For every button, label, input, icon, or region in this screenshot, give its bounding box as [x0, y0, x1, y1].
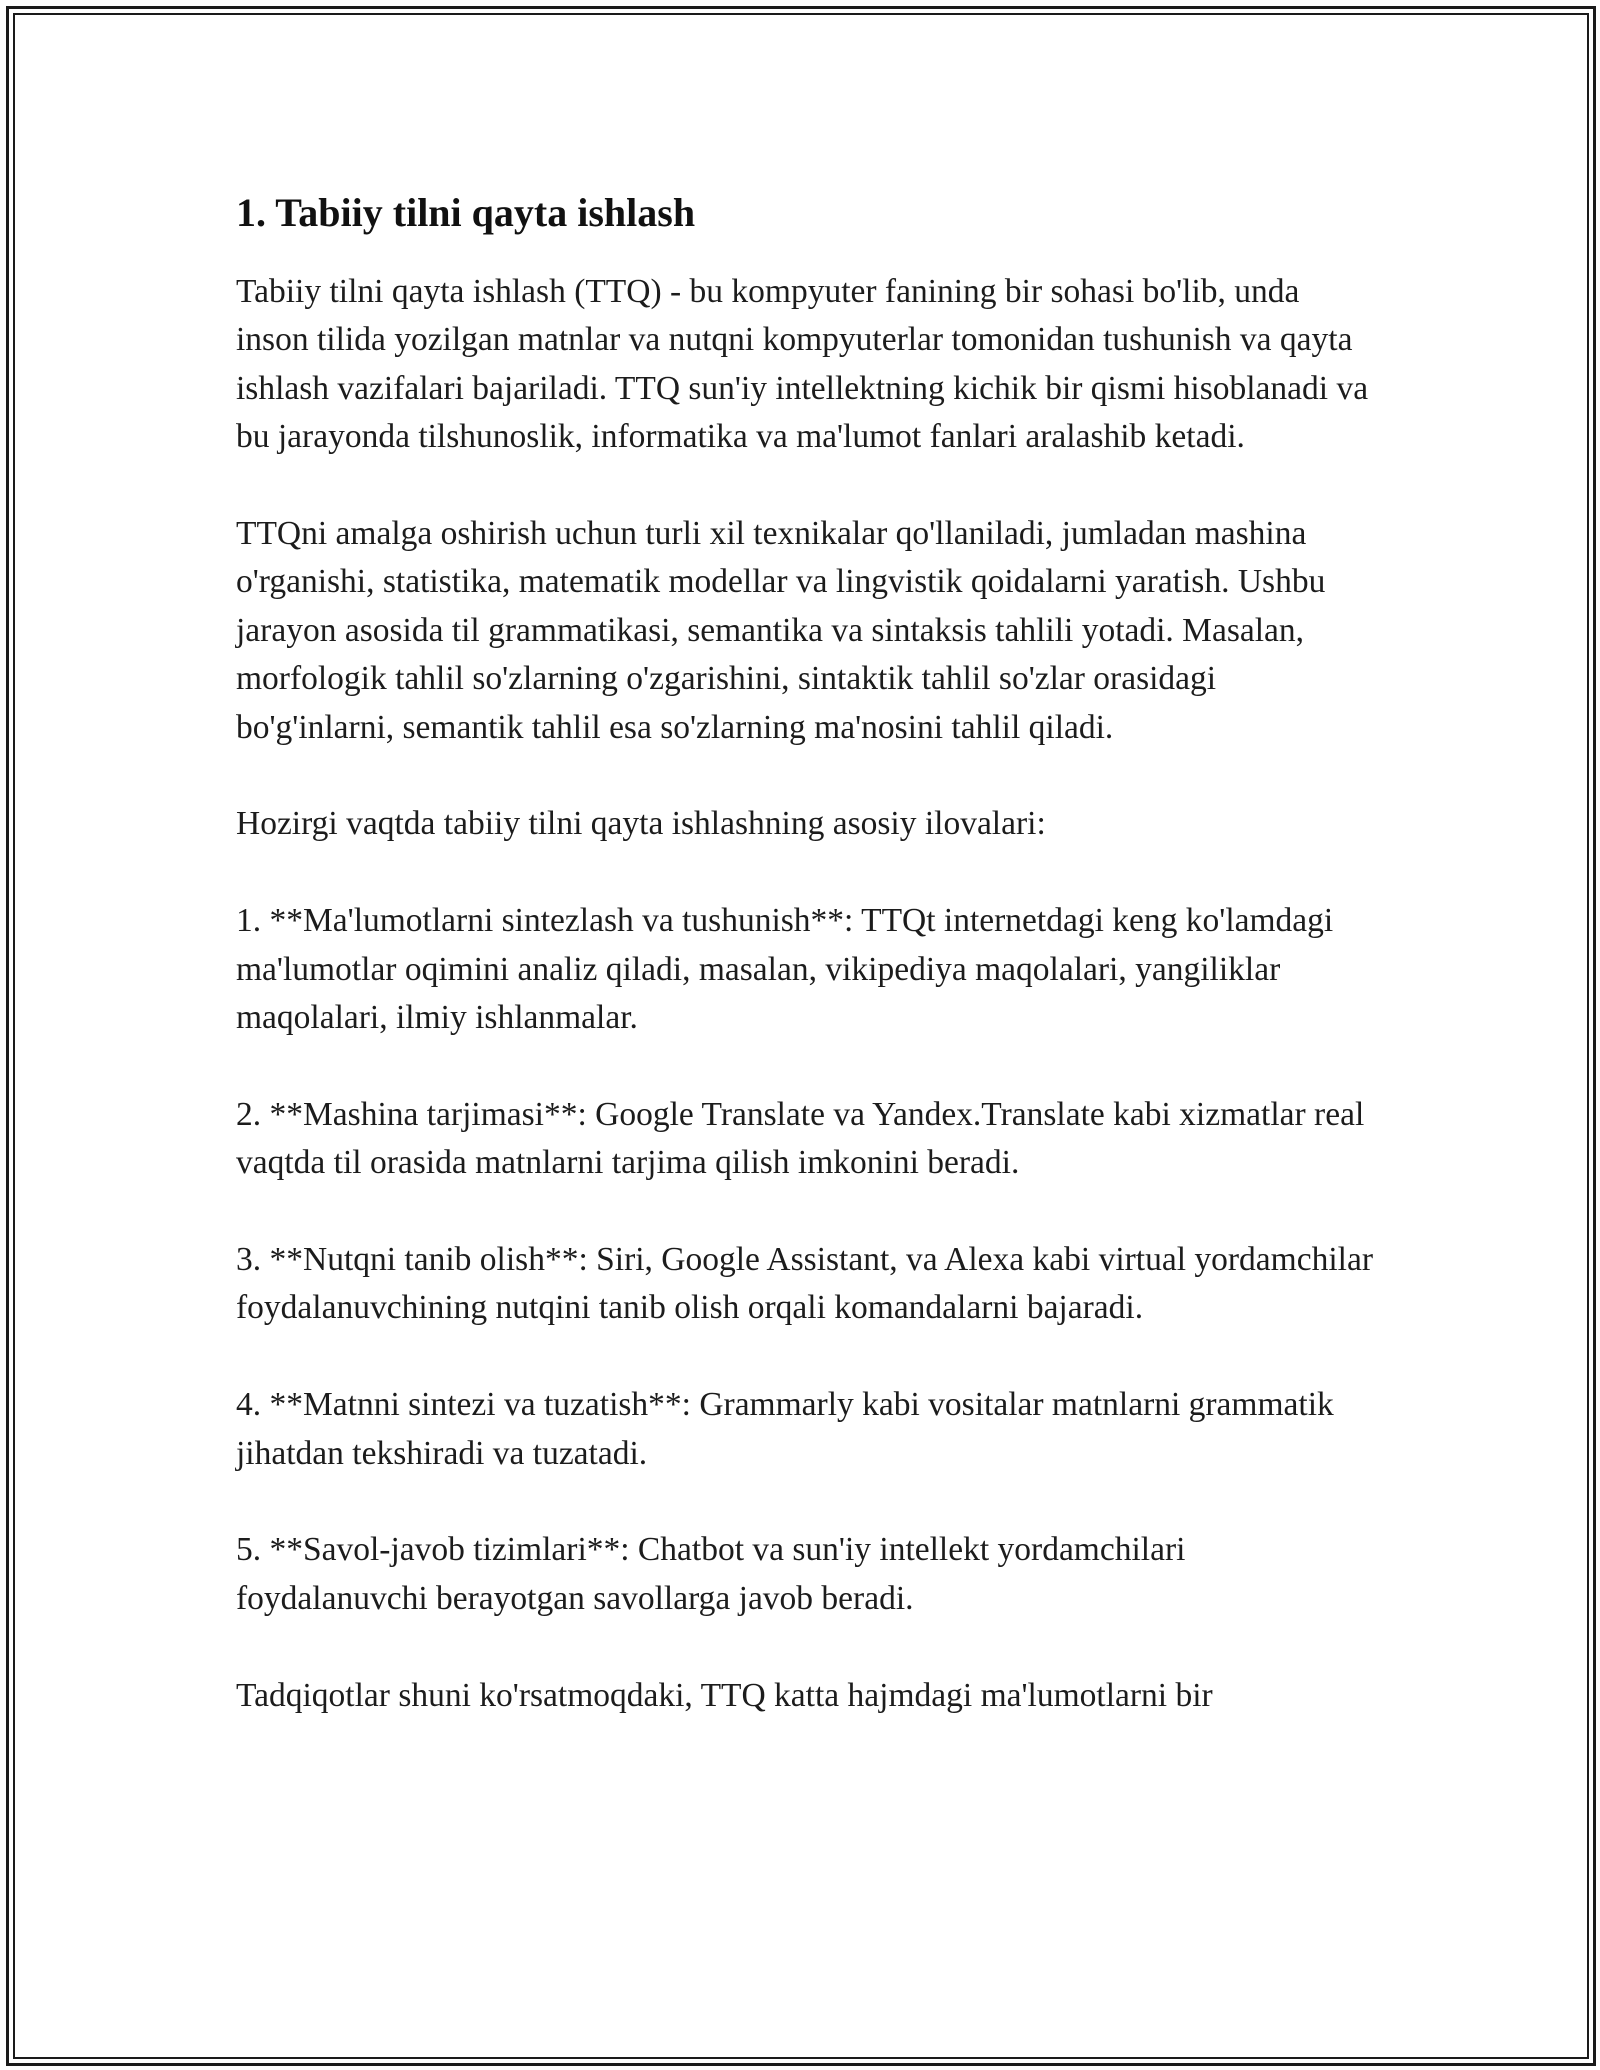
list-item-2: 2. **Mashina tarjimasi**: Google Translate va Yandex.Translate kabi xizmatlar real vaqtda til orasida matnlarni tarjima qilish imkonini beradi.: [236, 1095, 1365, 1182]
list-item-4: 4. **Matnni sintezi va tuzatish**: Grammarly kabi vositalar matnlarni grammatik jihatdan tekshiradi va tuzatadi.: [236, 1386, 1334, 1472]
document-body: [236, 180, 1376, 1768]
paragraph-applications-intro: Hozirgi vaqtda tabiiy tilni qayta ishlashning asosiy ilovalari:: [236, 805, 1046, 843]
paragraph-intro: Tabiiy tilni qayta ishlash (TTQ) - bu kompyuter fanining bir sohasi bo'lib, unda inson tilida yozilgan matnlar va nutqni kompyuterlar tomonidan tushunish va qayta ishlash vazifalari bajariladi. TTQ sun'iy intellektning kichik bir qismi hisoblanadi va bu jarayonda tilshunoslik, informatika va ma'lumot fanlari aralashib ketadi.: [236, 273, 1369, 456]
list-item-1: 1. **Ma'lumotlarni sintezlash va tushunish**: TTQt internetdagi keng ko'lamdagi ma'lumotlar oqimini analiz qiladi, masalan, vikipediya maqolalari, yangiliklar maqolalari, ilmiy ishlanmalar.: [236, 902, 1334, 1037]
paragraph-techniques: TTQni amalga oshirish uchun turli xil texnikalar qo'llaniladi, jumladan mashina o'rganishi, statistika, matematik modellar va lingvistik qoidalarni yaratish. Ushbu jarayon asosida til grammatikasi, semantika va sintaksis tahlili yotadi. Masalan, morfologik tahlil so'zlarning o'zgarishini, sintaktik tahlil so'zlar orasidagi bo'g'inlarni, semantik tahlil esa so'zlarning ma'nosini tahlil qiladi.: [236, 515, 1326, 746]
paragraph-conclusion: Tadqiqotlar shuni ko'rsatmoqdaki, TTQ katta hajmdagi ma'lumotlarni bir: [236, 1676, 1213, 1714]
list-item-3: 3. **Nutqni tanib olish**: Siri, Google Assistant, va Alexa kabi virtual yordamchilar foydalanuvchining nutqini tanib olish orqali komandalarni bajaradi.: [236, 1241, 1373, 1327]
list-item-5: 5. **Savol-javob tizimlari**: Chatbot va sun'iy intellekt yordamchilari foydalanuvchi berayotgan savollarga javob beradi.: [236, 1531, 1186, 1617]
section-heading: 1. Tabiiy tilni qayta ishlash: [236, 190, 696, 235]
